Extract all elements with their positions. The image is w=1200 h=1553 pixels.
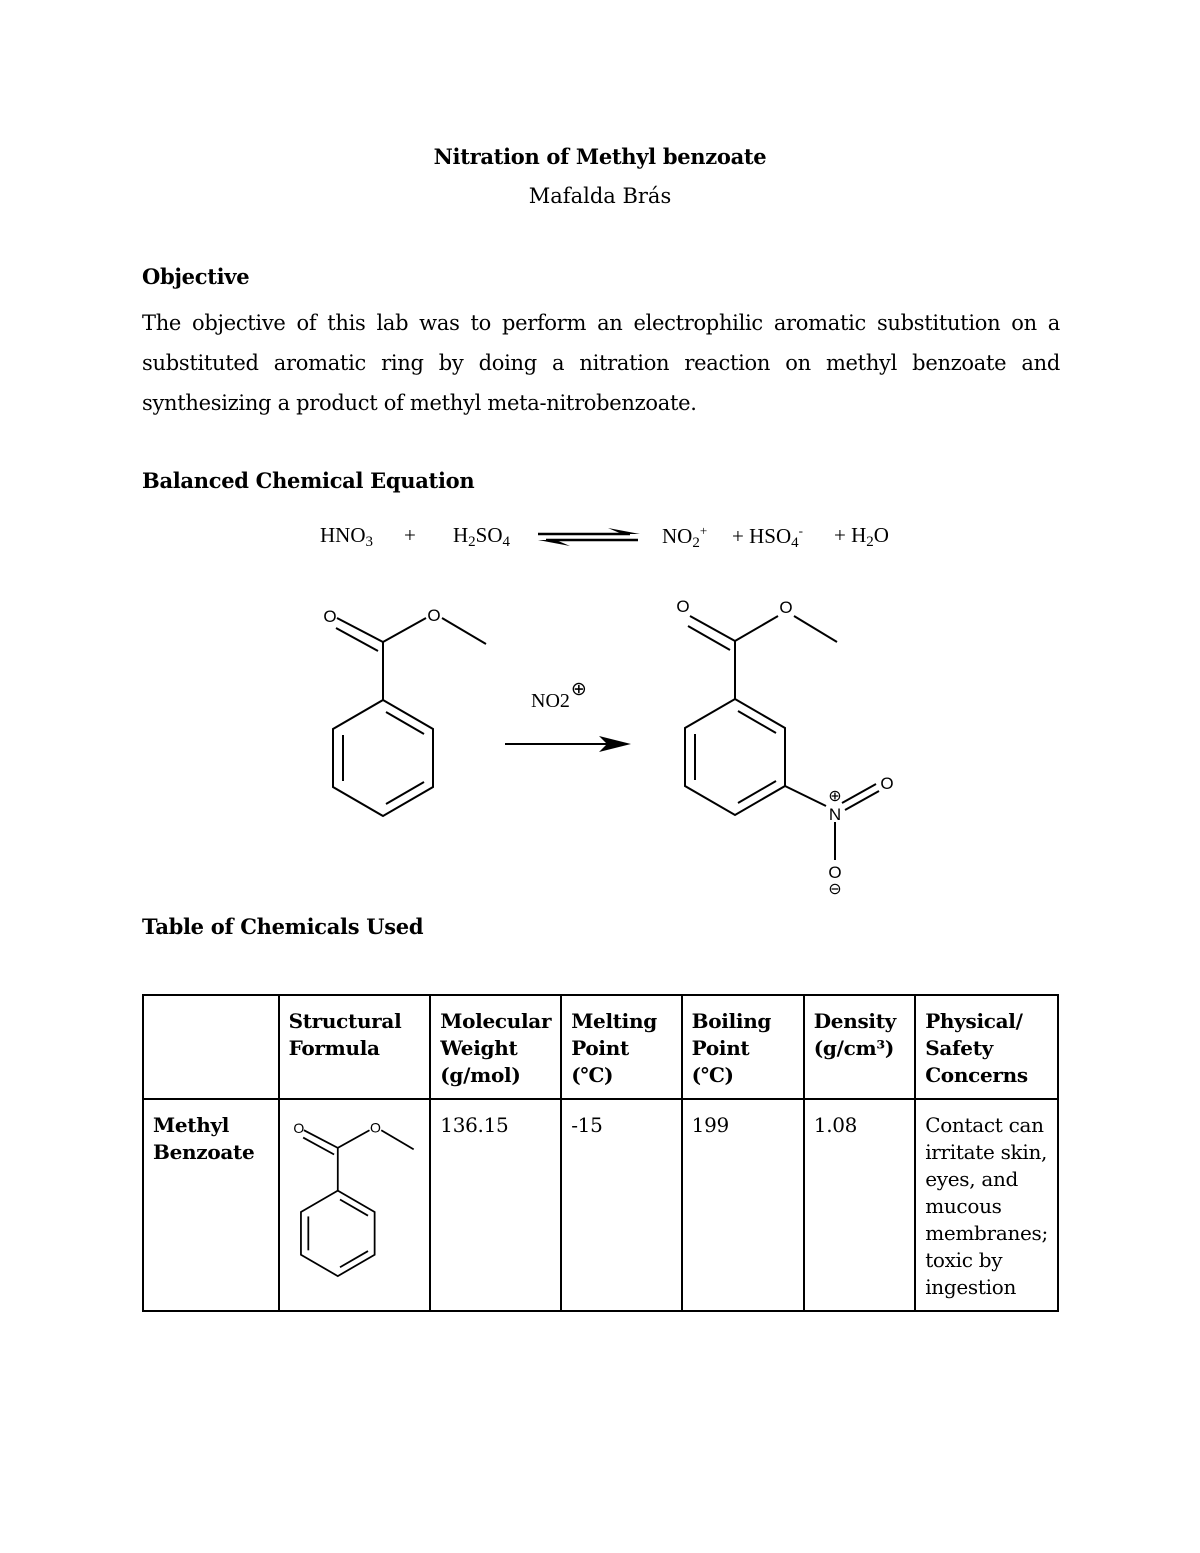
header-molecular-weight: Molecular Weight (g/mol) [430,995,561,1099]
table-row [143,1099,1058,1311]
reaction-arrow [503,732,635,756]
reactant-ester-oxygen: O [427,606,441,625]
density-cell: 1.08 [804,1099,915,1311]
objective-text: The objective of this lab was to perform an electrophilic aromatic substitution on a substituted aromatic ring by doing a nitration reaction on methyl benzoate and synthesizing a product of methyl meta-nitrobenzoate. [142,311,1060,415]
reagent-label [531,679,587,713]
nitro-negative-charge: ⊖ [828,881,842,898]
reactant-h2so4: $H_2SO_4$ [453,523,511,550]
equilibrium-arrow [536,524,642,550]
product-bisulfate: + $HSO_4^-$ [732,523,803,551]
document-title: Nitration of Methyl benzoate [433,144,767,169]
table-methyl-benzoate-structure [284,1110,424,1286]
boiling-point-cell: 199 [682,1099,804,1311]
nitro-positive-charge: ⊕ [828,788,842,805]
objective-heading: Objective [142,264,250,289]
reactant-carbonyl-oxygen: O [323,607,337,626]
product-water: + $H_2O$ [834,523,889,550]
header-density: Density (g/cm³) [804,995,915,1099]
reactant-hno3: $HNO_3$ [320,523,373,550]
equation-plus: + [404,523,416,547]
header-structural-formula: Structural Formula [279,995,431,1099]
product-ester-oxygen: O [779,598,793,617]
reagent-charge: ⊕ [570,679,587,700]
header-safety-concerns: Physical/ Safety Concerns [915,995,1058,1099]
table-ester-oxygen: O [369,1119,381,1136]
nitro-single-bond-oxygen: O [828,863,842,882]
safety-concerns-cell: Contact can irritate skin, eyes, and mucous membranes; toxic by ingestion [915,1099,1058,1311]
table-header-row [143,995,1058,1099]
header-melting-point: Melting Point (℃) [561,995,681,1099]
nitro-double-bond-oxygen: O [880,774,894,793]
author-name: Mafalda Brás [528,184,672,208]
header-boiling-point: Boiling Point (℃) [682,995,804,1099]
equation-heading: Balanced Chemical Equation [142,468,475,493]
table-heading: Table of Chemicals Used [142,914,424,939]
header-empty [143,995,279,1099]
melting-point-cell: -15 [561,1099,681,1311]
methyl-benzoate-structure [310,595,500,825]
product-carbonyl-oxygen: O [676,597,690,616]
product-nitronium: $NO_2^+$ [662,523,708,551]
reagent-text: NO2 [531,690,570,712]
methyl-nitrobenzoate-structure [660,592,910,902]
molecular-weight-cell: 136.15 [430,1099,561,1311]
nitro-nitrogen: N [828,805,842,824]
chemicals-table [142,994,1059,1312]
table-carbonyl-oxygen: O [292,1120,304,1137]
structural-formula-cell [279,1099,431,1311]
chemical-name: Methyl Benzoate [143,1099,279,1311]
